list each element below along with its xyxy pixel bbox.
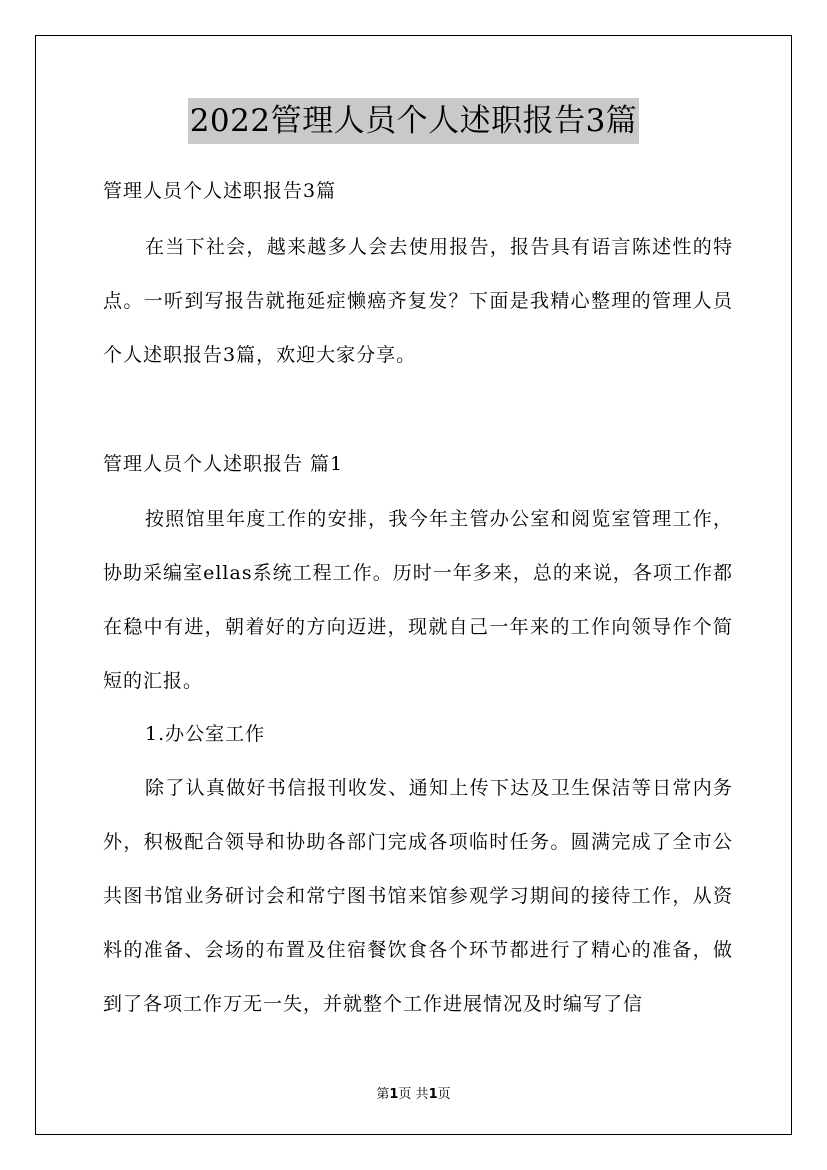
footer-prefix: 第 <box>376 1087 390 1102</box>
page-footer <box>0 1083 827 1102</box>
intro-paragraph: 在当下社会，越来越多人会去使用报告，报告具有语言陈述性的特点。一听到写报告就拖延症懒癌齐复发？下面是我精心整理的管理人员个人述职报告3篇，欢迎大家分享。 <box>103 236 733 366</box>
footer-page-total: 1 <box>428 1087 438 1102</box>
section-heading: 管理人员个人述职报告 篇1 <box>103 453 344 475</box>
paragraph-2: 除了认真做好书信报刊收发、通知上传下达及卫生保洁等日常内务外，积极配合领导和协助各部门完成各项临时任务。圆满完成了全市公共图书馆业务研讨会和常宁图书馆来馆参观学习期间的接待工作，从资料的准备、会场的布置及住宿餐饮食各个环节都进行了精心的准备，做到了各项工作万无一失，并就整个工作进展情况及时编写了信 <box>103 777 733 1015</box>
footer-page-number: 1 <box>389 1087 399 1102</box>
footer-mid: 页 共 <box>398 1087 429 1102</box>
document-title: 2022管理人员个人述职报告3篇 <box>188 98 640 144</box>
paragraph-1: 按照馆里年度工作的安排，我今年主管办公室和阅览室管理工作，协助采编室ellas系统工程工作。历时一年多来，总的来说，各项工作都在稳中有进，朝着好的方向迈进，现就自己一年来的工作向领导作个简短的汇报。 <box>103 508 733 692</box>
document-subtitle: 管理人员个人述职报告3篇 <box>103 180 337 202</box>
footer-suffix: 页 <box>437 1087 451 1102</box>
item-1-heading: 1.办公室工作 <box>145 723 266 745</box>
title-wrap <box>0 98 827 144</box>
